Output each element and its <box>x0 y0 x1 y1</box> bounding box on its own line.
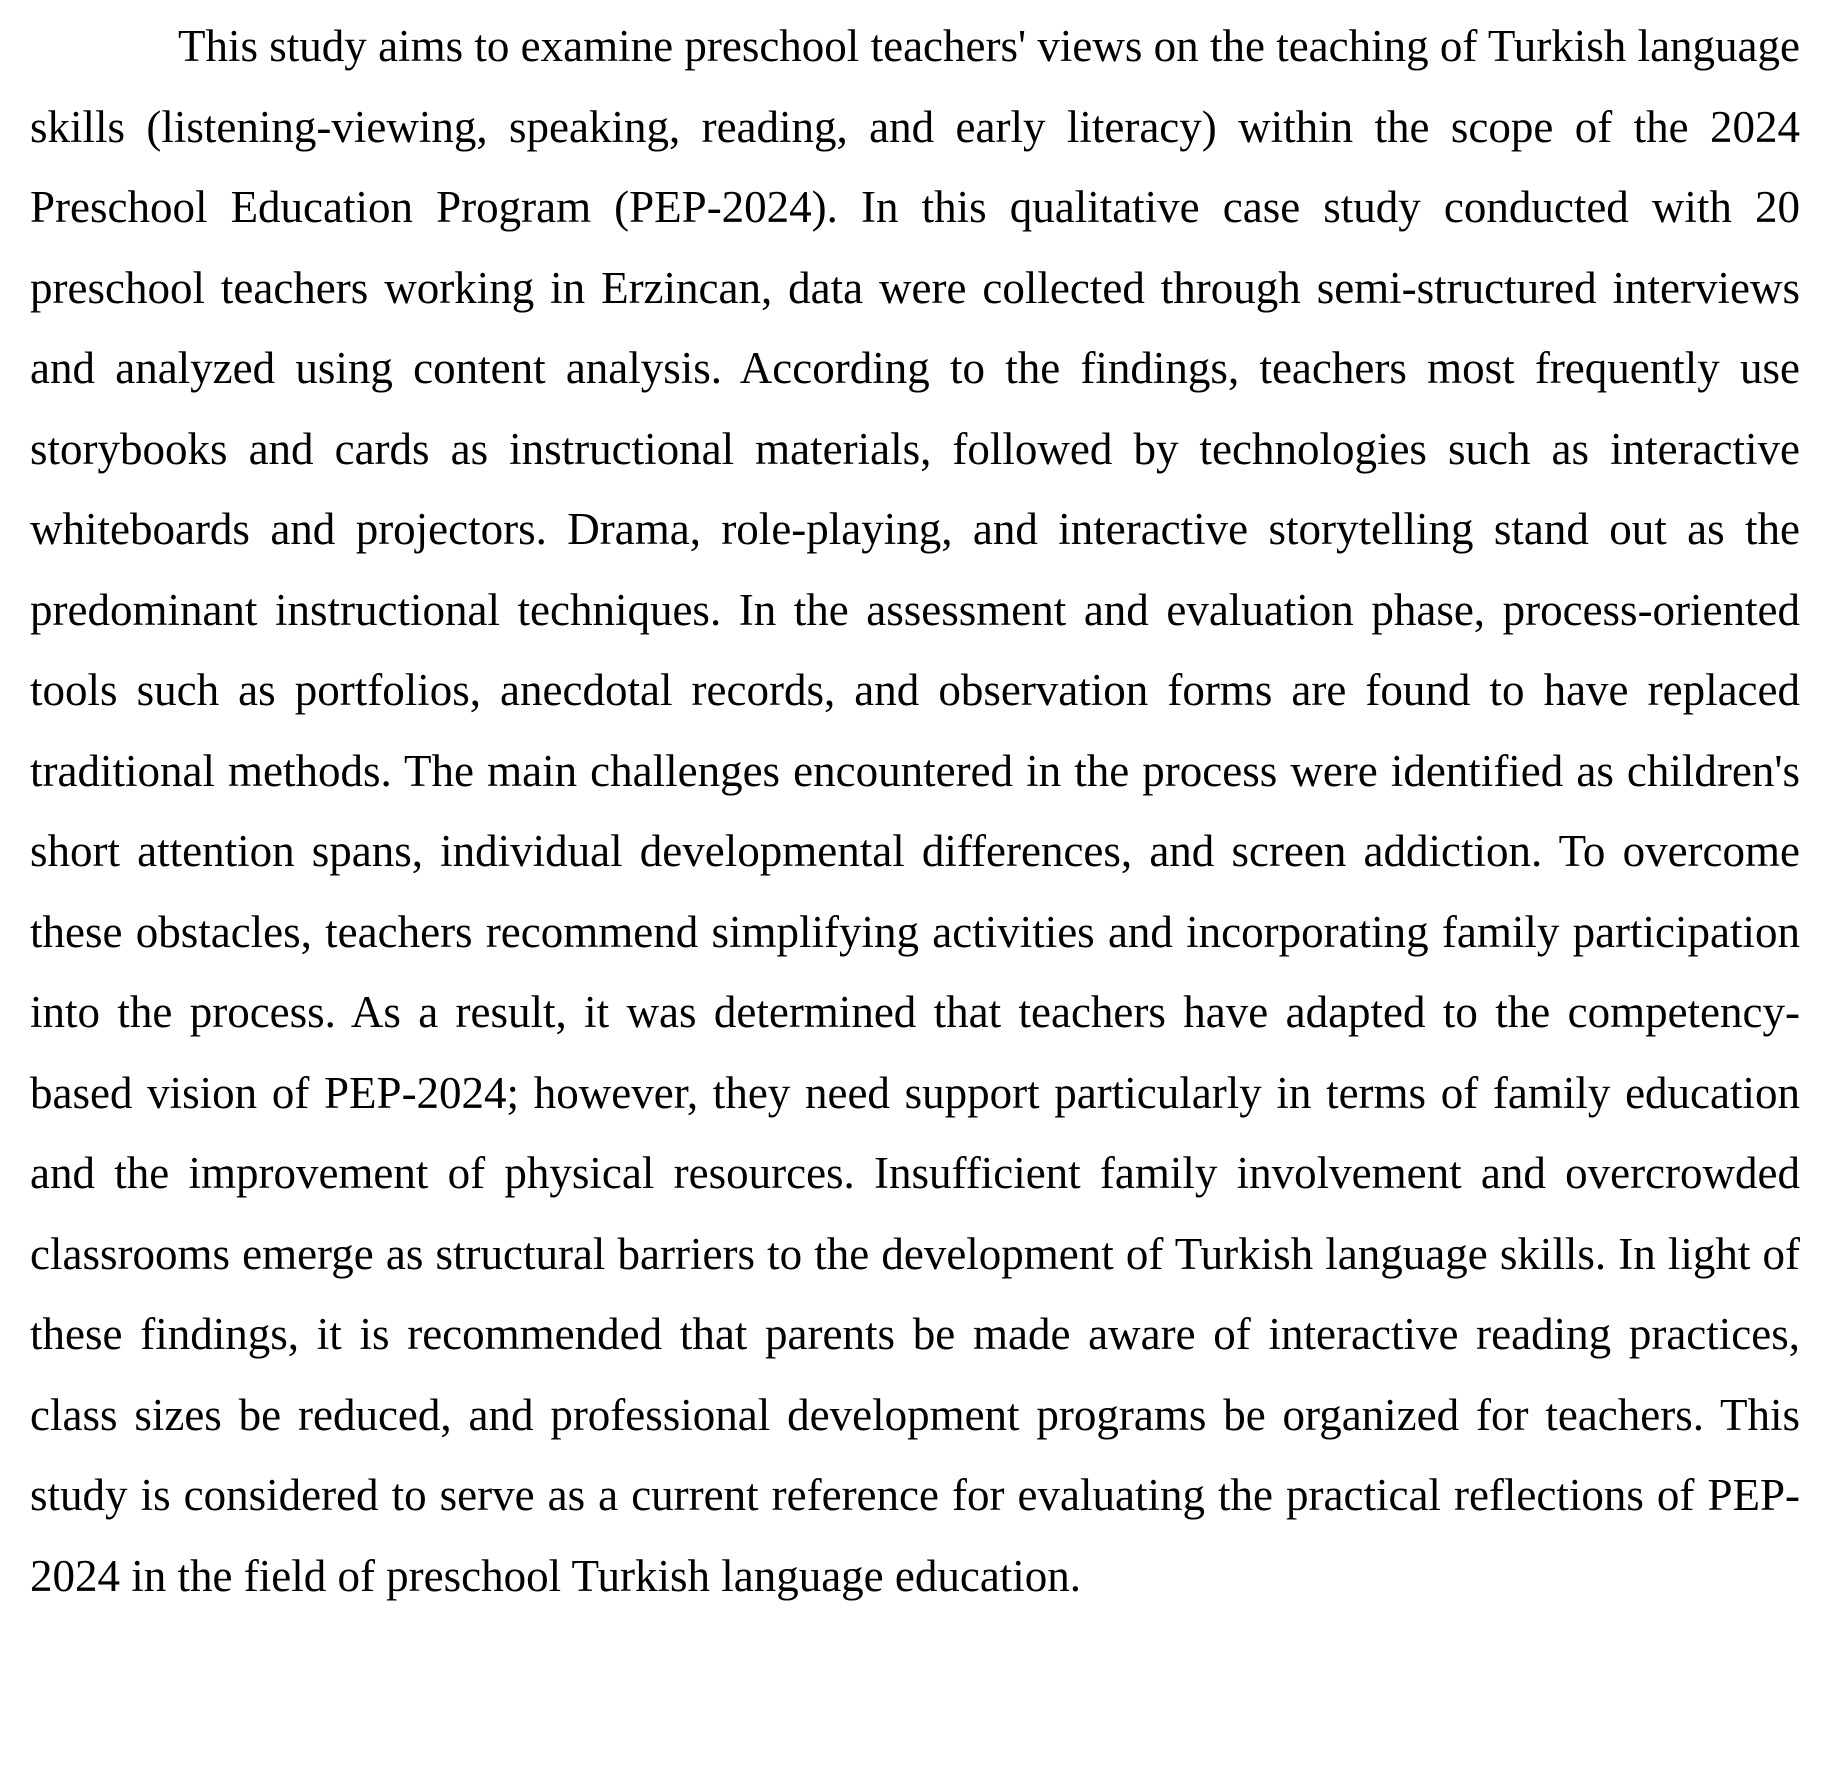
abstract-paragraph: This study aims to examine preschool teachers' views on the teaching of Turkish language skills (listening-viewing, speaking, reading, and early literacy) within the scope of the 2024 Preschool Education Program (PEP-2024). In this qualitative case study conducted with 20 preschool teachers working in Erzincan, data were collected through semi-structured interviews and analyzed using content analysis. According to the findings, teachers most frequently use storybooks and cards as instructional materials, followed by technologies such as interactive whiteboards and projectors. Drama, role-playing, and interactive storytelling stand out as the predominant instructional techniques. In the assessment and evaluation phase, process-oriented tools such as portfolios, anecdotal records, and observation forms are found to have replaced traditional methods. The main challenges encountered in the process were identified as children's short attention spans, individual developmental differences, and screen addiction. To overcome these obstacles, teachers recommend simplifying activities and incorporating family participation into the process. As a result, it was determined that teachers have adapted to the competency-based vision of PEP-2024; however, they need support particularly in terms of family education and the improvement of physical resources. Insufficient family involvement and overcrowded classrooms emerge as structural barriers to the development of Turkish language skills. In light of these findings, it is recommended that parents be made aware of interactive reading practices, class sizes be reduced, and professional development programs be organized for teachers. This study is considered to serve as a current reference for evaluating the practical reflections of PEP-2024 in the field of preschool Turkish language education. <box>30 21 1800 1601</box>
document-page <box>30 6 1800 1616</box>
